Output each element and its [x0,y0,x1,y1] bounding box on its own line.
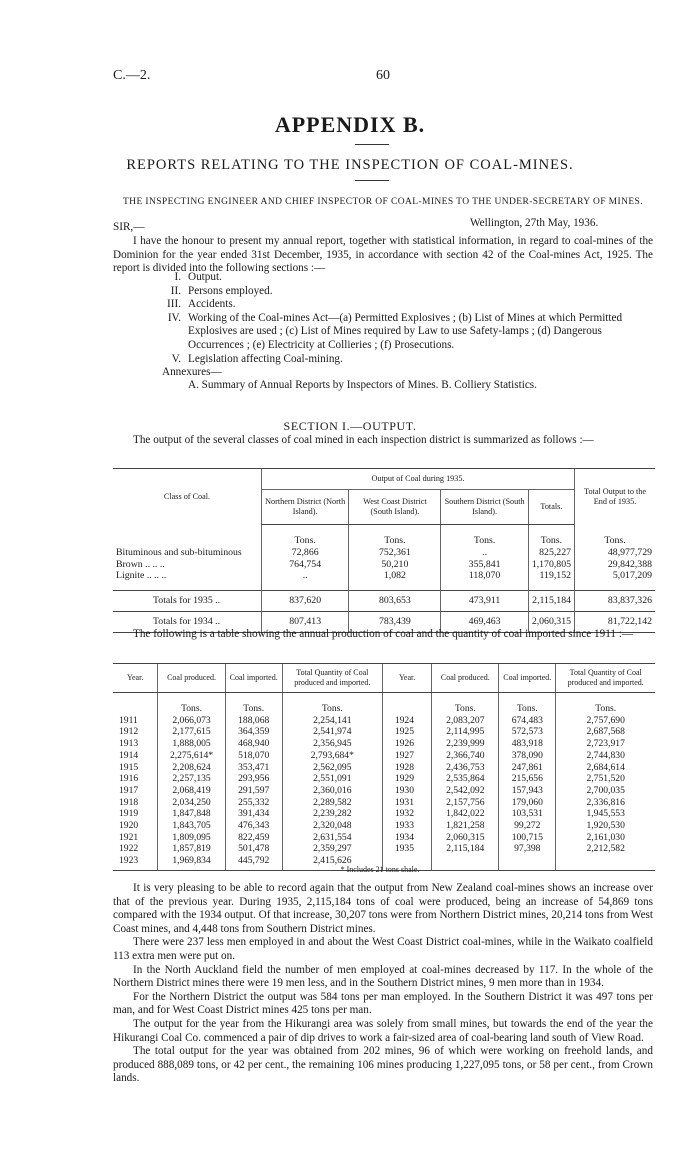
totals-row [113,591,655,612]
year-cell: 1925 [382,726,432,738]
year-cell: 1918 [119,796,139,808]
unit-label: Tons. [556,693,655,715]
section-number: I. [174,271,181,283]
year-cell: 1913 [119,738,139,750]
table-cell: 2,320,048 [282,820,382,832]
paragraph: The total output for the year was obtained from 202 mines, 96 of which were working on freehold lands, and produced 888,089 tons, or 42 per cent., the remaining 106 mines producing 1,227,095 tons, or 58 per cent., from Crown lands. [113,1045,653,1085]
table-cell: 72,866 [262,547,349,559]
unit-label: Tons. [262,525,349,547]
table-cell: .. [441,547,528,559]
table-row [113,820,655,832]
table-cell: 100,715 [499,832,556,844]
table-cell: 2,415,626 [282,855,382,870]
table-row [113,773,655,785]
paragraph: It is very pleasing to be able to record again that the output from New Zealand coal-mines shows an increase over that of the previous year. During 1935, 2,115,184 tons of coal were produced, being an increase of 54,869 tons compared with the 1934 output. Of that increase, 30,207 tons were from Northern District mines, 20,214 tons from West Coast mines, and 4,448 tons from Southern District mines. [113,882,653,935]
table-cell: 83,837,326 [575,591,656,612]
table-cell: 1,920,530 [556,820,655,832]
table-cell: 837,620 [262,591,349,612]
table-cell: 118,070 [441,570,528,590]
table-cell: 2,239,999 [432,738,499,750]
annexures-list: A. Summary of Annual Reports by Inspectors of Mines. B. Colliery Statistics. [188,379,537,391]
table-cell: 518,070 [225,750,282,762]
table-cell: 2,060,315 [528,611,574,632]
table-cell: 97,398 [499,843,556,855]
row-label: Bituminous and sub-bituminous [116,546,242,558]
unit-label: Tons. [225,693,282,715]
section-text: Persons employed. [188,284,273,297]
table-cell: 2,177,615 [158,726,225,738]
table-cell: 1,847,848 [158,808,225,820]
year-cell: 1921 [119,831,139,843]
table-cell: 353,471 [225,762,282,774]
paragraph: For the Northern District the output was 584 tons per man employed. In the Southern District it was 497 tons per man, and for West Coast District mines 425 tons per man. [113,990,653,1017]
production-table [113,663,655,871]
table-cell: 469,463 [441,611,528,632]
table-cell: 2,257,135 [158,773,225,785]
table-cell: 29,842,388 [575,559,656,571]
table-cell: 1,888,005 [158,738,225,750]
table-cell: 2,541,974 [282,726,382,738]
section-item [113,285,653,299]
table-row [113,738,655,750]
unit-label: Tons. [349,525,441,547]
table-cell: 157,943 [499,785,556,797]
table-cell: 1,170,805 [528,559,574,571]
paragraph: The output for the year from the Hikurangi area was solely from small mines, but towards the end of the year the Hikurangi Coal Co. commenced a pair of dip drives to work a fair-sized area of coal-bearing land south of View Road. [113,1017,653,1044]
table-cell: 2,208,624 [158,762,225,774]
table-cell: 2,687,568 [556,726,655,738]
table-cell: 1,843,705 [158,820,225,832]
table-cell: 391,434 [225,808,282,820]
table-cell: 378,090 [499,750,556,762]
section-text: Output. [188,271,222,283]
column-header: Coal produced. [432,664,499,693]
table-row [113,785,655,797]
table-cell: 807,413 [262,611,349,632]
table-cell: 2,060,315 [432,832,499,844]
section-number: II. [170,284,181,297]
table-cell: 468,940 [225,738,282,750]
table-row [113,808,655,820]
year-cell: 1935 [382,843,432,855]
year-cell: 1933 [382,820,432,832]
table-cell: 48,977,729 [575,547,656,559]
section-number: III. [167,298,181,311]
table-cell: 364,359 [225,726,282,738]
table-row [113,559,655,571]
table-cell: 2,359,297 [282,843,382,855]
column-header: Year. [113,664,158,693]
table-cell: 2,115,184 [528,591,574,612]
column-header: Year. [382,664,432,693]
year-cell: 1923 [113,855,158,870]
section-text: Accidents. [188,298,236,311]
table-cell: 483,918 [499,738,556,750]
table-cell: 1,809,095 [158,832,225,844]
table-cell: 2,535,864 [432,773,499,785]
table-cell: 81,722,142 [575,611,656,632]
group-header: Output of Coal during 1935. [262,469,575,490]
table-row [113,570,655,590]
table-row [113,797,655,809]
table-cell: 822,459 [225,832,282,844]
section-intro: The output of the several classes of coal mined in each inspection district is summarized as follows :— [133,434,594,446]
section-text: Legislation affecting Coal-mining. [188,352,343,365]
table-cell: 2,723,917 [556,738,655,750]
year-cell: 1931 [382,797,432,809]
table-cell: 2,360,016 [282,785,382,797]
column-header: Northern District (North Island). [262,490,349,525]
year-cell: 1928 [382,762,432,774]
year-cell: 1924 [382,715,432,727]
table-cell: 572,573 [499,726,556,738]
section-number: V. [171,352,181,365]
table-cell: 2,034,250 [158,797,225,809]
total-output-header: Total Output to the End of 1935. [575,469,656,525]
intro-paragraph: I have the honour to present my annual report, together with statistical information, in regard to coal-mines of the Dominion for the year ended 31st December, 1935, in accordance with section 42 of the Coal-mines Act, 1925. The report is divided into the following sections :— [113,235,653,275]
totals-label: Totals for 1935 .. [113,591,262,612]
table-cell: .. [262,570,349,590]
table-cell: 2,068,419 [158,785,225,797]
table-cell: 1,945,553 [556,808,655,820]
table-row [113,715,655,727]
table-cell: 2,336,816 [556,797,655,809]
row-label: Brown .. .. .. [116,558,165,570]
table-cell: 2,562,095 [282,762,382,774]
table-cell: 825,227 [528,547,574,559]
table-cell: 355,841 [441,559,528,571]
section-list [113,271,653,366]
unit-spacer [382,693,432,715]
appendix-title: APPENDIX B. [274,112,426,137]
table-cell: 2,275,614* [158,750,225,762]
year-cell: 1934 [382,832,432,844]
year-cell: 1930 [382,785,432,797]
divider [355,180,389,181]
table-cell: 293,956 [225,773,282,785]
table-cell: 2,436,753 [432,762,499,774]
year-cell: 1920 [119,820,139,832]
table-cell: 1,969,834 [158,855,225,870]
table-cell: 2,793,684* [282,750,382,762]
table-cell: 501,478 [225,843,282,855]
paragraph: In the North Auckland field the number of men employed at coal-mines decreased by 117. In the whole of the Northern District mines there were 19 men less, and in the Southern District mines, 9 men more than in 1934. [113,963,653,990]
year-cell: 1916 [119,773,139,785]
unit-label: Tons. [575,525,656,547]
table-row [113,832,655,844]
column-header: Total Quantity of Coal produced and imported. [282,664,382,693]
row-label: Lignite .. .. .. [116,570,167,582]
totals-label: Totals for 1934 .. [113,611,262,632]
table-cell: 291,597 [225,785,282,797]
table-cell: 119,152 [528,570,574,590]
units-row-label [113,525,262,547]
place-date: Wellington, 27th May, 1936. [470,217,599,229]
unit-label: Tons. [499,693,556,715]
table-cell: 2,115,184 [432,843,499,855]
output-table [113,468,655,633]
table-cell: 2,700,035 [556,785,655,797]
column-header: Total Quantity of Coal produced and imported. [556,664,655,693]
table-cell: 2,161,030 [556,832,655,844]
table-row [113,726,655,738]
column-header: Southern District (South Island). [441,490,528,525]
unit-label: Tons. [432,693,499,715]
table-row [113,762,655,774]
section-item [113,353,653,367]
table-cell: 2,684,614 [556,762,655,774]
letter-from-line: THE INSPECTING ENGINEER AND CHIEF INSPECTOR OF COAL-MINES TO THE UNDER-SECRETARY OF MINES. [122,197,644,207]
table-footnote: * Includes 21 tons shale. [340,865,420,874]
year-cell: 1912 [119,726,139,738]
column-header: Coal imported. [225,664,282,693]
table-cell: 473,911 [441,591,528,612]
class-header: Class of Coal. [113,469,262,525]
table-row [113,547,655,559]
table-cell: 179,060 [499,797,556,809]
year-cell: 1914 [119,749,139,761]
table-cell: 255,332 [225,797,282,809]
table-cell: 2,751,520 [556,773,655,785]
table-cell: 2,212,582 [556,843,655,855]
table-cell: 2,757,690 [556,715,655,727]
table-cell: 1,082 [349,570,441,590]
year-cell: 1926 [382,738,432,750]
unit-label: Tons. [282,693,382,715]
page-number: 60 [376,68,390,83]
year-cell: 1915 [119,761,139,773]
unit-label: Tons. [441,525,528,547]
section-item [113,298,653,312]
table-cell: 445,792 [225,855,282,870]
unit-label: Tons. [158,693,225,715]
body-text [113,882,653,1086]
table-cell: 188,068 [225,715,282,727]
unit-spacer [113,693,158,715]
section-number: IV. [167,311,181,324]
table-cell: 2,289,582 [282,797,382,809]
page-reference: C.—2. [113,68,151,83]
table-cell: 2,542,092 [432,785,499,797]
table-intro: The following is a table showing the annual production of coal and the quantity of coal imported since 1911 :— [133,628,634,640]
table-cell: 2,631,554 [282,832,382,844]
column-header: Totals. [528,490,574,525]
table-cell: 783,439 [349,611,441,632]
year-cell: 1929 [382,773,432,785]
column-header: West Coast District (South Island). [349,490,441,525]
paragraph: There were 237 less men employed in and about the West Coast District coal-mines, while in the Waikato coalfield 113 extra men were put on. [113,936,653,962]
column-header: Coal produced. [158,664,225,693]
table-cell: 247,861 [499,762,556,774]
divider [355,144,389,145]
table-cell: 2,744,830 [556,750,655,762]
year-cell: 1911 [119,714,138,726]
table-cell: 752,361 [349,547,441,559]
year-cell: 1927 [382,750,432,762]
table-cell: 476,343 [225,820,282,832]
salutation: SIR,— [113,221,145,233]
table-cell: 1,857,819 [158,843,225,855]
column-header: Coal imported. [499,664,556,693]
table-cell: 2,366,740 [432,750,499,762]
table-cell: 2,356,945 [282,738,382,750]
table-cell: 50,210 [349,559,441,571]
table-cell: 674,483 [499,715,556,727]
table-cell: 2,157,756 [432,797,499,809]
table-cell: 2,239,282 [282,808,382,820]
year-cell: 1932 [382,808,432,820]
table-cell: 103,531 [499,808,556,820]
table-cell: 215,656 [499,773,556,785]
table-cell: 2,114,995 [432,726,499,738]
report-title: REPORTS RELATING TO THE INSPECTION OF COAL-MINES. [126,157,574,173]
table-cell: 1,821,258 [432,820,499,832]
table-row [113,843,655,855]
table-cell: 2,551,091 [282,773,382,785]
section-text: Working of the Coal-mines Act—(a) Permitted Explosives ; (b) List of Mines at which Permitted Explosives are used ; (c) List of Mines required by Law to use Safety-lamps ; (d) Dangerous Occurrences ; (e) Electricity at Collieries ; (f) Prosecutions. [188,311,623,351]
table-cell: 764,754 [262,559,349,571]
table-cell: 99,272 [499,820,556,832]
year-cell: 1917 [119,784,139,796]
annexures-heading: Annexures— [162,366,222,378]
table-row [113,750,655,762]
table-cell: 803,653 [349,591,441,612]
year-cell: 1919 [119,808,139,820]
unit-label: Tons. [528,525,574,547]
year-cell: 1922 [119,843,139,855]
table-cell: 2,066,073 [158,715,225,727]
table-cell: 2,083,207 [432,715,499,727]
section-heading: SECTION I.—OUTPUT. [283,419,417,433]
section-item [113,271,653,285]
table-cell: 1,842,022 [432,808,499,820]
table-cell: 5,017,209 [575,570,656,590]
table-cell: 2,254,141 [282,715,382,727]
section-item [113,312,653,353]
